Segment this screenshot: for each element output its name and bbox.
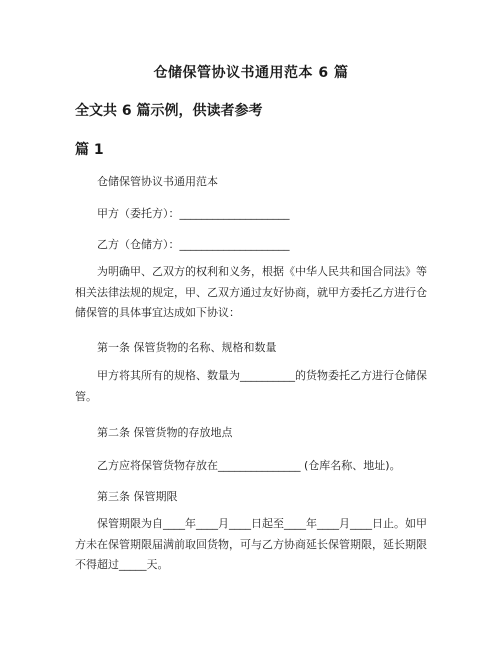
contract-name: 仓储保管协议书通用范本 xyxy=(97,175,218,188)
section-heading: 篇 1 xyxy=(75,142,104,158)
intro-paragraph: 为明确甲、乙双方的权利和义务，根据《中华人民共和国合同法》等相关法律法规的规定，甲、乙双方通过友好协商，就甲方委托乙方进行仓储保管的具体事宜达成如下协议： xyxy=(75,265,427,319)
party-b-line: 乙方（仓储方）：____________________ xyxy=(97,238,290,251)
article-2-body: 乙方应将保管货物存放在_______________ (仓库名称、地址)。 xyxy=(97,459,401,472)
article-3-body: 保管期限为自____年____月____日起至____年____月____日止。如甲方未在保管期限届满前取回货物，可与乙方协商延长保管期限，延长期限不得超过_____天。 xyxy=(75,517,427,571)
article-1-body: 甲方将其所有的规格、数量为__________的货物委托乙方进行仓储保管。 xyxy=(75,369,427,403)
article-3-title: 第三条 保管期限 xyxy=(97,490,178,503)
document-subtitle: 全文共 6 篇示例，供读者参考 xyxy=(75,103,263,119)
article-1-title: 第一条 保管货物的名称、规格和数量 xyxy=(97,341,277,354)
document-title: 仓储保管协议书通用范本 6 篇 xyxy=(153,65,349,81)
party-a-line: 甲方（委托方）：____________________ xyxy=(97,207,290,220)
article-2-title: 第二条 保管货物的存放地点 xyxy=(97,426,233,439)
